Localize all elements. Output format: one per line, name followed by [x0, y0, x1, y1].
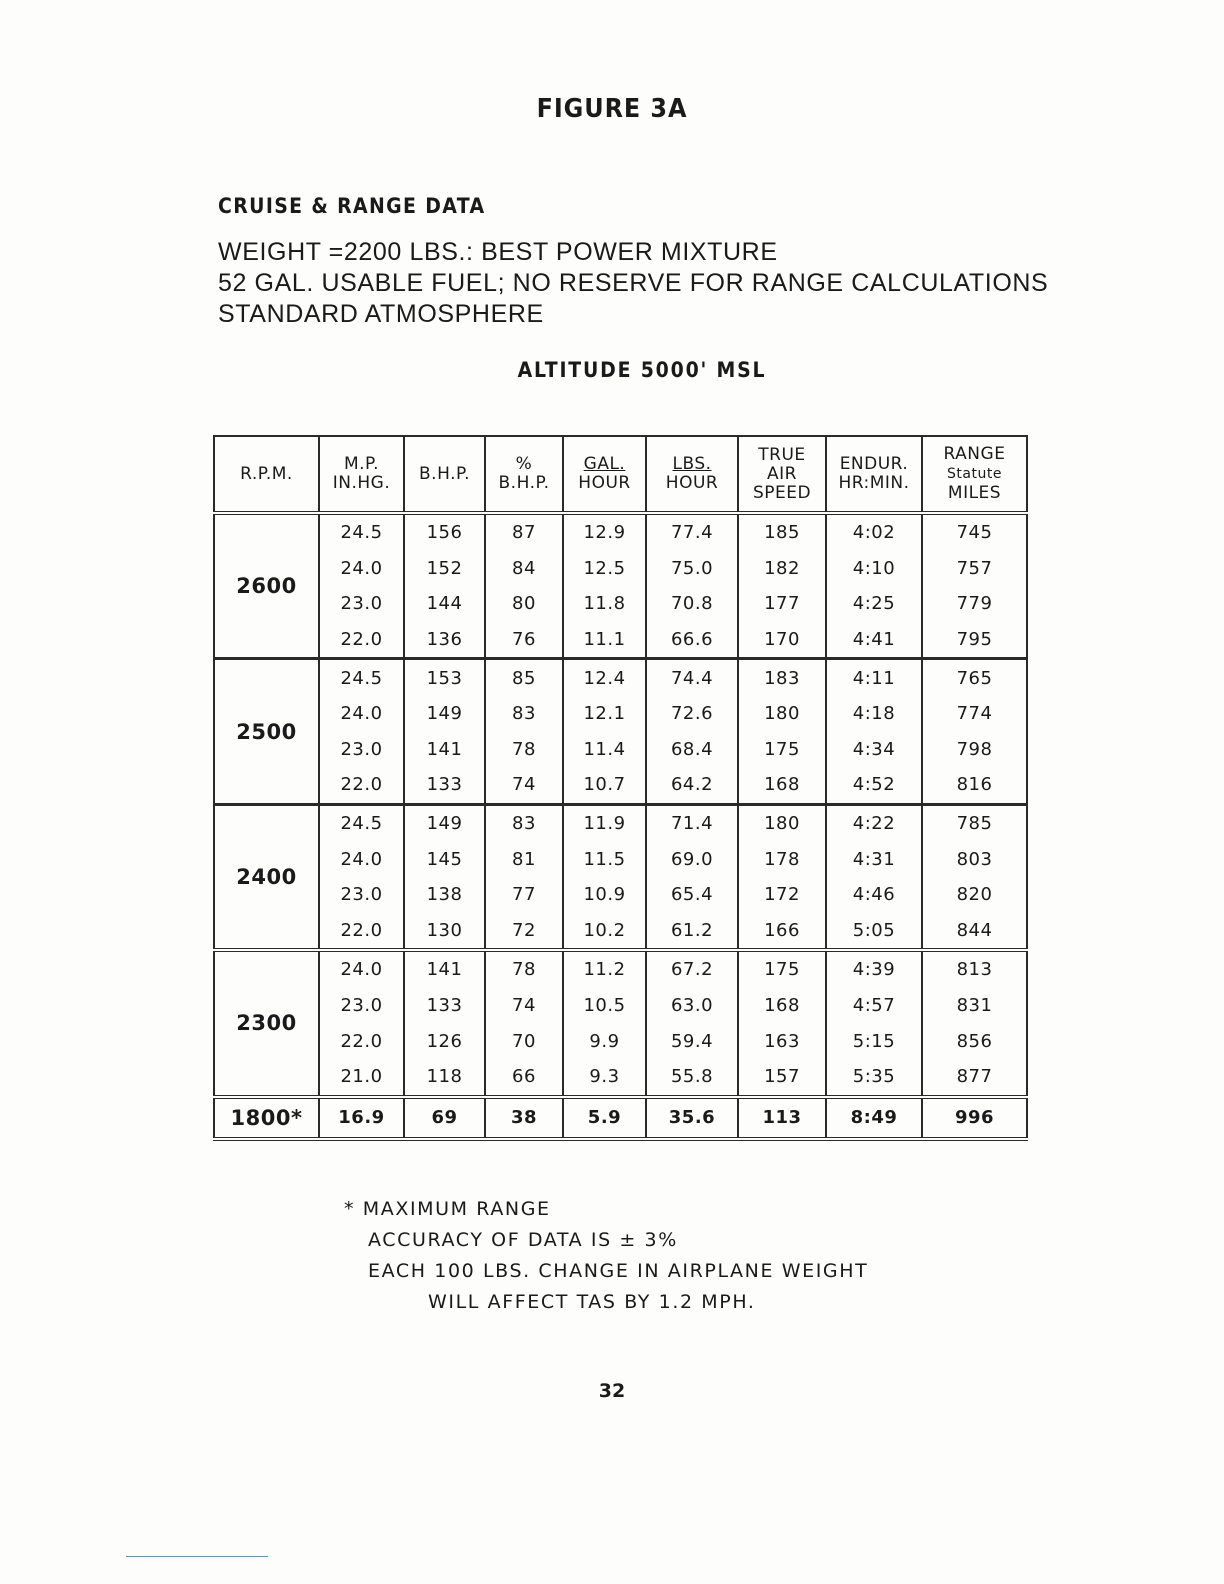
mp-cell: 24.5: [319, 659, 404, 696]
section-title: CRUISE & RANGE DATA: [218, 194, 486, 218]
notes: [344, 1194, 868, 1318]
bhp-cell: 149: [404, 696, 485, 732]
pct-cell: 81: [485, 841, 563, 877]
mp-cell: 24.0: [319, 696, 404, 732]
endur-cell: 8:49: [826, 1097, 922, 1139]
gal-cell: 11.1: [563, 622, 646, 659]
endur-cell: 4:34: [826, 732, 922, 768]
pct-cell: 83: [485, 804, 563, 841]
lbs-cell: 66.6: [646, 622, 738, 659]
bhp-cell: 69: [404, 1097, 485, 1139]
rpm-group-2300: [214, 950, 1027, 1096]
condition-fuel: 52 GAL. USABLE FUEL; NO RESERVE FOR RANGE CALCULATIONS: [218, 269, 1049, 297]
tas-cell: 177: [738, 586, 826, 622]
tas-cell: 175: [738, 732, 826, 768]
mp-cell: 24.5: [319, 513, 404, 551]
tas-cell: 180: [738, 804, 826, 841]
table-row: [214, 841, 1027, 877]
pct-cell: 74: [485, 988, 563, 1024]
lbs-cell: 59.4: [646, 1023, 738, 1059]
lbs-cell: 69.0: [646, 841, 738, 877]
mp-cell: 24.0: [319, 950, 404, 988]
pct-cell: 84: [485, 551, 563, 587]
bhp-cell: 149: [404, 804, 485, 841]
gal-cell: 11.9: [563, 804, 646, 841]
endur-cell: 4:57: [826, 988, 922, 1024]
mp-cell: 24.0: [319, 841, 404, 877]
mp-cell: 21.0: [319, 1059, 404, 1097]
endur-cell: 5:35: [826, 1059, 922, 1097]
range-cell: 757: [922, 551, 1027, 587]
note-max-range: * MAXIMUM RANGE: [344, 1198, 551, 1220]
table-row: [214, 1023, 1027, 1059]
pct-cell: 66: [485, 1059, 563, 1097]
table-row: [214, 804, 1027, 841]
header-bhp: B.H.P.: [404, 436, 485, 513]
tas-cell: 157: [738, 1059, 826, 1097]
pct-cell: 78: [485, 950, 563, 988]
table-row: [214, 877, 1027, 913]
range-cell: 779: [922, 586, 1027, 622]
rpm-value: 2300: [214, 950, 319, 1096]
tas-cell: 182: [738, 551, 826, 587]
pct-cell: 77: [485, 877, 563, 913]
tas-cell: 166: [738, 913, 826, 951]
table-row: [214, 950, 1027, 988]
lbs-cell: 77.4: [646, 513, 738, 551]
lbs-cell: 72.6: [646, 696, 738, 732]
lbs-cell: 65.4: [646, 877, 738, 913]
pct-cell: 38: [485, 1097, 563, 1139]
pct-cell: 70: [485, 1023, 563, 1059]
pct-cell: 83: [485, 696, 563, 732]
endur-cell: 5:05: [826, 913, 922, 951]
table-row: [214, 659, 1027, 696]
pct-cell: 72: [485, 913, 563, 951]
bhp-cell: 130: [404, 913, 485, 951]
gal-cell: 10.2: [563, 913, 646, 951]
max-range-group: [214, 1097, 1027, 1139]
mp-cell: 23.0: [319, 877, 404, 913]
mp-cell: 23.0: [319, 988, 404, 1024]
header-range: RANGE Statute MILES: [922, 436, 1027, 513]
table-row: [214, 622, 1027, 659]
note-weight-change: EACH 100 LBS. CHANGE IN AIRPLANE WEIGHT: [368, 1260, 869, 1282]
mp-cell: 24.0: [319, 551, 404, 587]
mp-cell: 23.0: [319, 586, 404, 622]
range-cell: 813: [922, 950, 1027, 988]
bhp-cell: 141: [404, 950, 485, 988]
tas-cell: 183: [738, 659, 826, 696]
endur-cell: 4:31: [826, 841, 922, 877]
gal-cell: 12.1: [563, 696, 646, 732]
header-mp: M.P. IN.HG.: [319, 436, 404, 513]
bhp-cell: 118: [404, 1059, 485, 1097]
header-gal-hour: GAL. HOUR: [563, 436, 646, 513]
header-true-air-speed: TRUE AIR SPEED: [738, 436, 826, 513]
lbs-cell: 55.8: [646, 1059, 738, 1097]
gal-cell: 9.9: [563, 1023, 646, 1059]
endur-cell: 4:52: [826, 767, 922, 804]
gal-cell: 12.5: [563, 551, 646, 587]
range-cell: 803: [922, 841, 1027, 877]
tas-cell: 168: [738, 767, 826, 804]
endur-cell: 4:22: [826, 804, 922, 841]
pct-cell: 74: [485, 767, 563, 804]
bhp-cell: 156: [404, 513, 485, 551]
range-cell: 877: [922, 1059, 1027, 1097]
bhp-cell: 138: [404, 877, 485, 913]
pct-cell: 78: [485, 732, 563, 768]
range-cell: 774: [922, 696, 1027, 732]
table-row: [214, 767, 1027, 804]
bhp-cell: 133: [404, 767, 485, 804]
table-row: [214, 988, 1027, 1024]
table-row: [214, 586, 1027, 622]
gal-cell: 10.7: [563, 767, 646, 804]
range-cell: 856: [922, 1023, 1027, 1059]
table-row: [214, 696, 1027, 732]
tas-cell: 163: [738, 1023, 826, 1059]
rpm-value: 1800*: [214, 1097, 319, 1139]
note-tas-effect: WILL AFFECT TAS BY 1.2 MPH.: [428, 1291, 756, 1313]
tas-cell: 170: [738, 622, 826, 659]
bhp-cell: 141: [404, 732, 485, 768]
note-accuracy: ACCURACY OF DATA IS ± 3%: [368, 1229, 678, 1251]
range-cell: 844: [922, 913, 1027, 951]
range-cell: 831: [922, 988, 1027, 1024]
gal-cell: 12.4: [563, 659, 646, 696]
lbs-cell: 70.8: [646, 586, 738, 622]
header-lbs-hour: LBS. HOUR: [646, 436, 738, 513]
endur-cell: 4:39: [826, 950, 922, 988]
rpm-group-2600: [214, 513, 1027, 659]
gal-cell: 12.9: [563, 513, 646, 551]
lbs-cell: 68.4: [646, 732, 738, 768]
range-cell: 816: [922, 767, 1027, 804]
range-cell: 820: [922, 877, 1027, 913]
mp-cell: 16.9: [319, 1097, 404, 1139]
lbs-cell: 63.0: [646, 988, 738, 1024]
range-cell: 795: [922, 622, 1027, 659]
page-number: 32: [598, 1380, 626, 1402]
mp-cell: 23.0: [319, 732, 404, 768]
condition-atmosphere: STANDARD ATMOSPHERE: [218, 300, 544, 328]
table-row: [214, 732, 1027, 768]
bhp-cell: 153: [404, 659, 485, 696]
tas-cell: 175: [738, 950, 826, 988]
bhp-cell: 144: [404, 586, 485, 622]
bhp-cell: 145: [404, 841, 485, 877]
rpm-value: 2600: [214, 513, 319, 659]
gal-cell: 10.9: [563, 877, 646, 913]
cruise-range-table: [213, 435, 1028, 1141]
tas-cell: 178: [738, 841, 826, 877]
rpm-value: 2500: [214, 659, 319, 804]
bhp-cell: 126: [404, 1023, 485, 1059]
gal-cell: 11.8: [563, 586, 646, 622]
endur-cell: 4:10: [826, 551, 922, 587]
lbs-cell: 64.2: [646, 767, 738, 804]
mp-cell: 24.5: [319, 804, 404, 841]
gal-cell: 10.5: [563, 988, 646, 1024]
table-row: [214, 551, 1027, 587]
rpm-value: 2400: [214, 804, 319, 950]
altitude-title: ALTITUDE 5000' MSL: [517, 358, 767, 382]
rpm-group-2500: [214, 659, 1027, 804]
gal-cell: 11.5: [563, 841, 646, 877]
tas-cell: 172: [738, 877, 826, 913]
figure-title: FIGURE 3A: [536, 94, 688, 124]
lbs-cell: 71.4: [646, 804, 738, 841]
lbs-cell: 74.4: [646, 659, 738, 696]
endur-cell: 4:46: [826, 877, 922, 913]
mp-cell: 22.0: [319, 913, 404, 951]
footer-rule: [126, 1556, 268, 1557]
tas-cell: 185: [738, 513, 826, 551]
endur-cell: 4:02: [826, 513, 922, 551]
lbs-cell: 75.0: [646, 551, 738, 587]
gal-cell: 11.4: [563, 732, 646, 768]
gal-cell: 11.2: [563, 950, 646, 988]
tas-cell: 168: [738, 988, 826, 1024]
bhp-cell: 152: [404, 551, 485, 587]
range-cell: 798: [922, 732, 1027, 768]
gal-cell: 5.9: [563, 1097, 646, 1139]
tas-cell: 113: [738, 1097, 826, 1139]
endur-cell: 4:25: [826, 586, 922, 622]
pct-cell: 85: [485, 659, 563, 696]
endur-cell: 5:15: [826, 1023, 922, 1059]
range-cell: 765: [922, 659, 1027, 696]
header-endurance: ENDUR. HR:MIN.: [826, 436, 922, 513]
range-cell: 745: [922, 513, 1027, 551]
mp-cell: 22.0: [319, 622, 404, 659]
lbs-cell: 61.2: [646, 913, 738, 951]
gal-cell: 9.3: [563, 1059, 646, 1097]
header-pct-bhp: % B.H.P.: [485, 436, 563, 513]
pct-cell: 80: [485, 586, 563, 622]
rpm-group-2400: [214, 804, 1027, 950]
bhp-cell: 133: [404, 988, 485, 1024]
lbs-cell: 67.2: [646, 950, 738, 988]
condition-weight: WEIGHT =2200 LBS.: BEST POWER MIXTURE: [218, 238, 778, 266]
tas-cell: 180: [738, 696, 826, 732]
table-row: [214, 913, 1027, 951]
bhp-cell: 136: [404, 622, 485, 659]
mp-cell: 22.0: [319, 1023, 404, 1059]
header-row: [214, 436, 1027, 513]
pct-cell: 76: [485, 622, 563, 659]
endur-cell: 4:41: [826, 622, 922, 659]
table-row: [214, 513, 1027, 551]
max-range-row: [214, 1097, 1027, 1139]
range-cell: 996: [922, 1097, 1027, 1139]
range-cell: 785: [922, 804, 1027, 841]
header-rpm: R.P.M.: [214, 436, 319, 513]
lbs-cell: 35.6: [646, 1097, 738, 1139]
endur-cell: 4:11: [826, 659, 922, 696]
endur-cell: 4:18: [826, 696, 922, 732]
pct-cell: 87: [485, 513, 563, 551]
table-row: [214, 1059, 1027, 1097]
mp-cell: 22.0: [319, 767, 404, 804]
